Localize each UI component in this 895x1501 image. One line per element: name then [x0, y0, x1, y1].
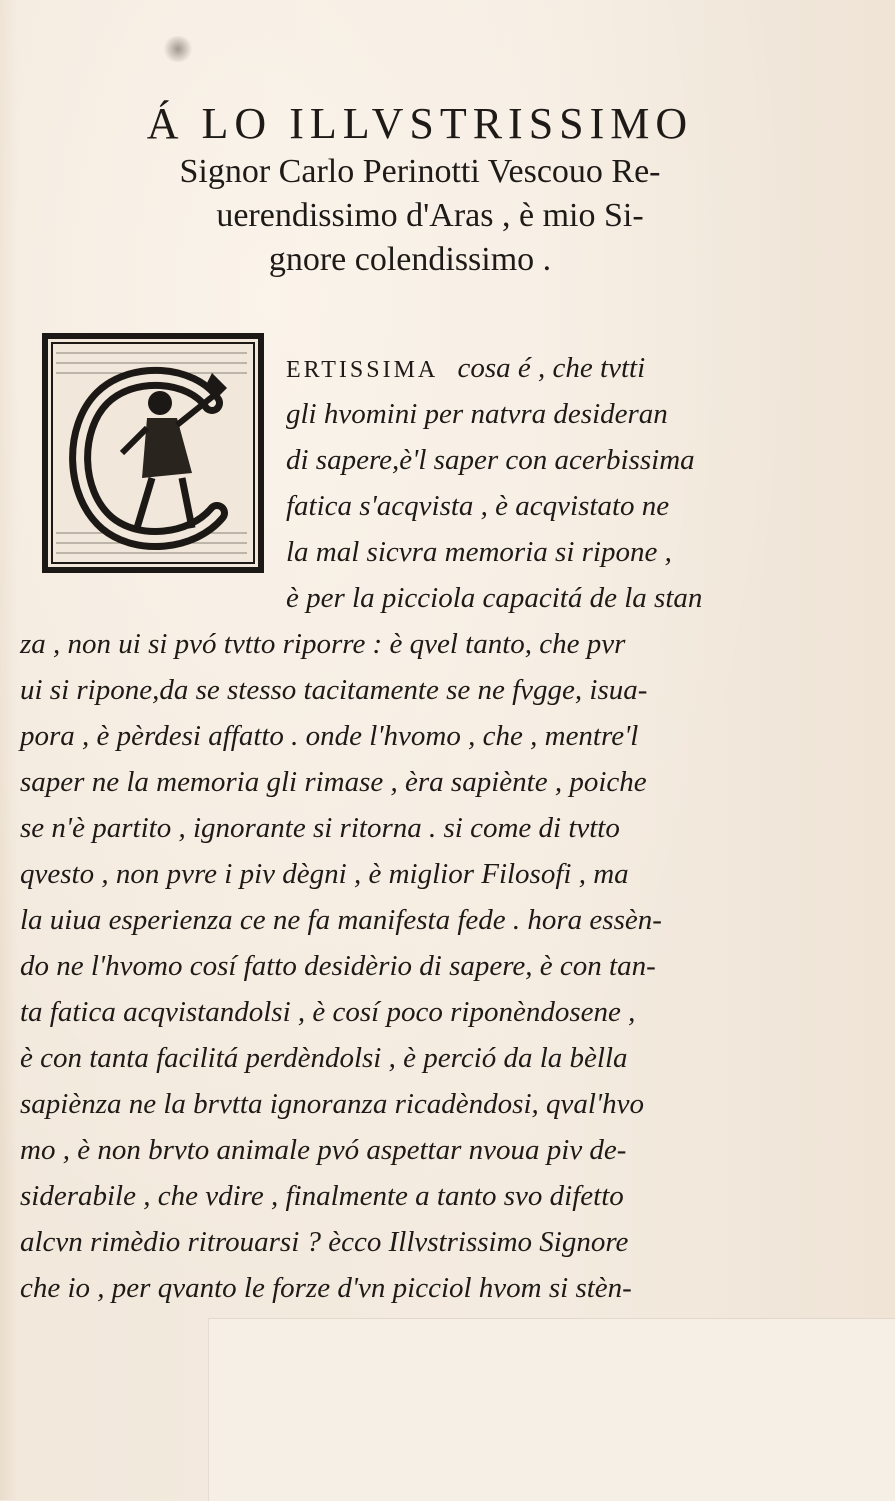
- woodcut-initial-c-icon: [42, 333, 264, 573]
- body-line: se n'è partito , ignorante si ritorna . si come di tvtto: [20, 812, 620, 844]
- heading-line-2: Signor Carlo Perinotti Vescouo Re-: [179, 153, 661, 190]
- first-word-caps: ERTISSIMA: [286, 357, 439, 383]
- body-line: gli hvomini per natvra desideran: [286, 398, 668, 430]
- body-line: pora , è pèrdesi affatto . onde l'hvomo , che , mentre'l: [20, 720, 639, 752]
- body-line: mo , è non brvto animale pvó aspettar nvoua piv de-: [20, 1134, 627, 1166]
- body-line: qvesto , non pvre i piv dègni , è miglior Filosofi , ma: [20, 858, 629, 890]
- body-line: do ne l'hvomo cosí fatto desidèrio di sapere, è con tan-: [20, 950, 656, 982]
- body-line: la uiua esperienza ce ne fa manifesta fede . hora essèn-: [20, 904, 662, 936]
- body-first-line: [286, 350, 645, 388]
- body-line: fatica s'acqvista , è acqvistato ne: [286, 490, 670, 522]
- body-line: sapiènza ne la brvtta ignoranza ricadèndosi, qval'hvo: [20, 1088, 645, 1120]
- body-line: è per la picciola capacitá de la stan: [286, 582, 703, 614]
- body-line: che io , per qvanto le forze d'vn picciol hvom si stèn-: [20, 1272, 632, 1304]
- ink-stain: [162, 36, 194, 62]
- body-line: di sapere,è'l saper con acerbissima: [286, 444, 695, 476]
- first-line-rest: cosa é , che tvtti: [457, 352, 646, 384]
- heading-line-1: Á LO ILLVSTRISSIMO: [146, 99, 694, 148]
- body-line: siderabile , che vdire , finalmente a tanto svo difetto: [20, 1180, 624, 1212]
- body-line: ui si ripone,da se stesso tacitamente se ne fvgge, isua-: [20, 674, 648, 706]
- body-line: la mal sicvra memoria si ripone ,: [286, 536, 672, 568]
- heading-line-4: gnore colendissimo .: [268, 241, 552, 278]
- body-line: è con tanta facilitá perdèndolsi , è perció da la bèlla: [20, 1042, 628, 1074]
- body-line: saper ne la memoria gli rimase , èra sapiènte , poiche: [20, 766, 647, 798]
- dedication-heading: [40, 98, 800, 282]
- body-line: alcvn rimèdio ritrouarsi ? ècco Illvstrissimo Signore: [20, 1226, 629, 1258]
- body-line: ta fatica acqvistandolsi , è cosí poco riponèndosene ,: [20, 996, 636, 1028]
- body-line: za , non ui si pvó tvtto riporre : è qvel tanto, che pvr: [20, 628, 626, 660]
- heading-line-3: uerendissimo d'Aras , è mio Si-: [216, 197, 644, 234]
- paper-patch: [208, 1318, 895, 1501]
